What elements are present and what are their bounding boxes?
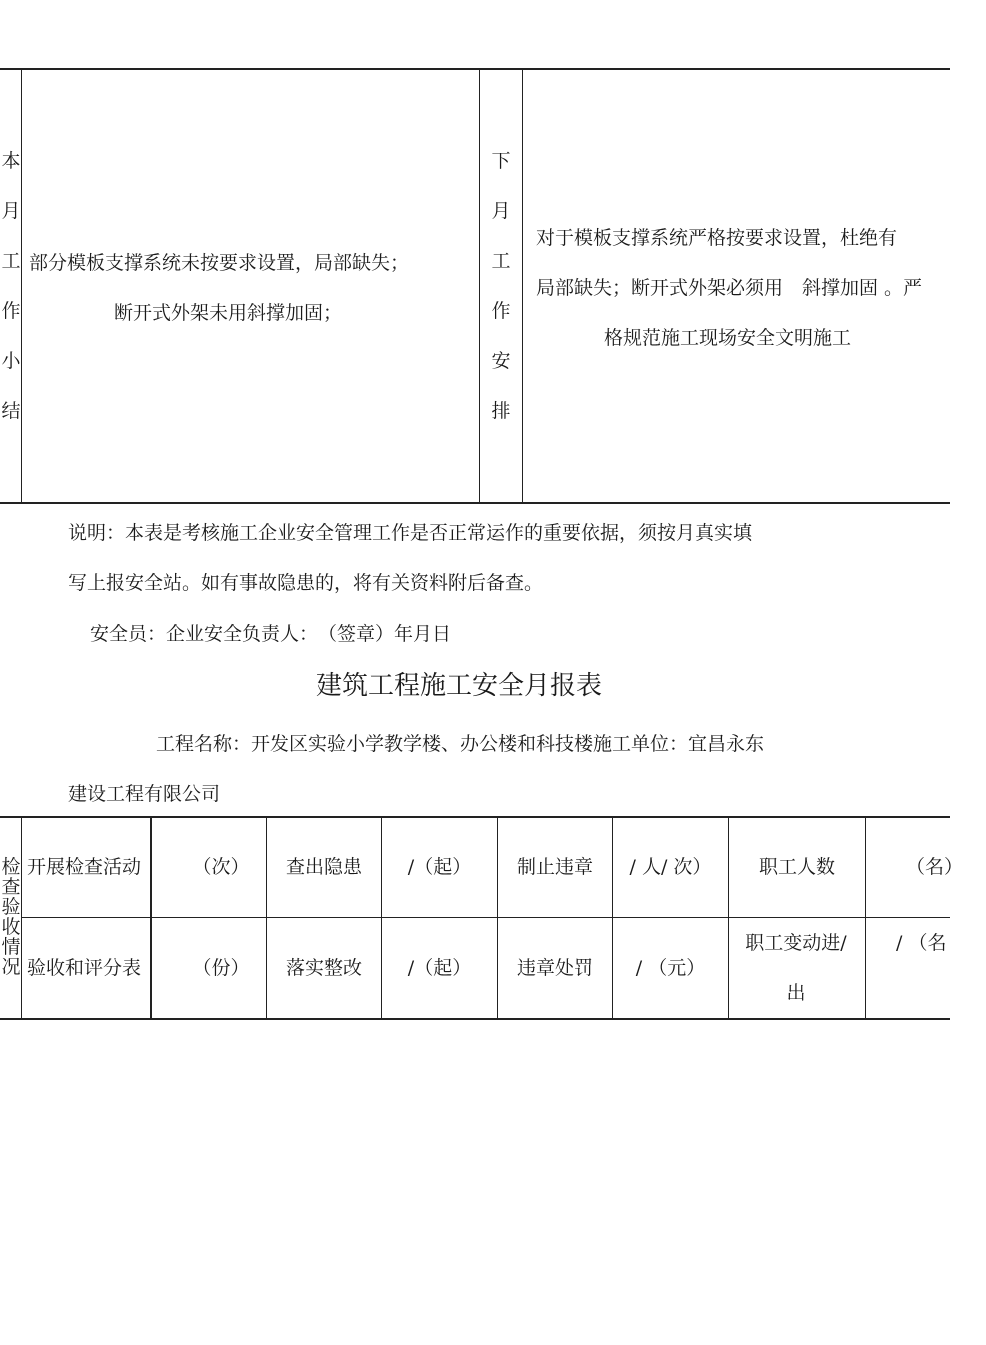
summary-line: 部分模板支撑系统未按要求设置，局部缺失； [29,252,410,274]
monthly-summary-header: 本 月 工 作 小 结 [1,150,21,422]
cell-hazards-unit: /（起） [407,856,472,878]
cell-rectification-label: 落实整改 [285,957,362,979]
plan-line: 局部缺失；断开式外架必须用 斜撑加固 。严 [536,277,923,299]
cell-inspections-unit: （次） [192,856,250,878]
summary-line: 断开式外架未用斜撑加固； [114,302,343,324]
cell-violations-stopped-label: 制止违章 [516,856,593,878]
project-info-line: 建设工程有限公司 [68,783,221,805]
note-line: 说明：本表是考核施工企业安全管理工作是否正常运作的重要依据，须按月真实填 [68,522,753,544]
table-border-bottom [0,1018,950,1020]
cell-workers-unit: （名） [906,856,964,878]
cell-workers-label: 职工人数 [758,856,835,878]
cell-violations-stopped-unit: / 人/ 次） [629,856,712,878]
note-line: 写上报安全站。如有事故隐患的，将有关资料附后备查。 [68,572,544,594]
cell-worker-turnover-label: 职工变动进/ 出 [745,932,847,1004]
cell-acceptance-label: 验收和评分表 [26,957,141,979]
cell-rectification-unit: /（起） [407,957,472,979]
table-divider [479,68,480,502]
table-border-top [0,68,950,70]
plan-line: 格规范施工现场安全文明施工 [604,327,852,349]
next-month-plan-header: 下 月 工 作 安 排 [491,150,511,422]
plan-line: 对于模板支撑系统严格按要求设置，杜绝有 [536,227,898,249]
table-border-bottom [0,502,950,504]
report-title: 建筑工程施工安全月报表 [316,671,603,701]
cell-penalty-label: 违章处罚 [516,957,593,979]
cell-hazards-label: 查出隐患 [285,856,362,878]
project-info-line: 工程名称：开发区实验小学教学楼、办公楼和科技楼施工单位：宜昌永东 [156,733,765,755]
cell-worker-turnover-unit: / （名 [896,932,947,954]
check-status-header: 检 查 验 收 情 况 [1,856,21,978]
signature-line: 安全员：企业安全负责人： （签章）年月日 [90,623,452,645]
cell-acceptance-unit: （份） [192,957,250,979]
table-divider [522,68,523,502]
cell-penalty-unit: / （元） [635,957,706,979]
cell-inspections-label: 开展检查活动 [26,856,141,878]
